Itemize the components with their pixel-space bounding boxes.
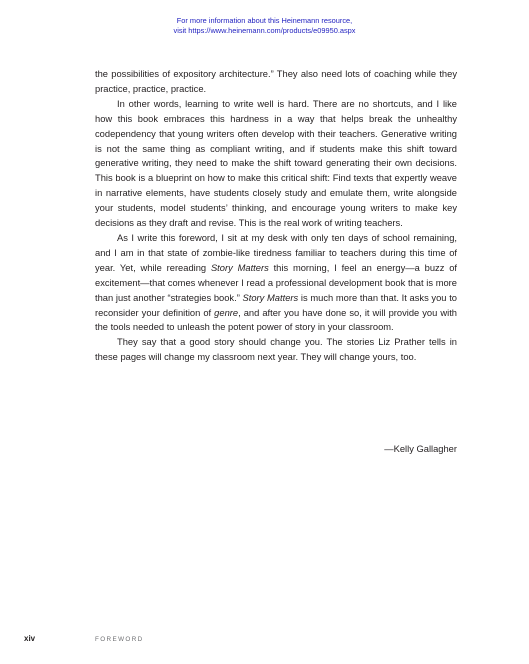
resource-link[interactable]: visit https://www.heinemann.com/products/e09950.aspx xyxy=(173,25,356,35)
foreword-body xyxy=(95,67,457,365)
paragraph-text: As I write this foreword, I sit at my desk with only ten days of school remaining, and I am in that state of zombie-like tiredness familiar to teachers during this time of year. Yet, while rereading xyxy=(95,232,457,273)
resource-notice xyxy=(0,16,529,35)
running-head: FOREWORD xyxy=(95,636,144,643)
body-paragraph xyxy=(95,67,457,97)
body-paragraph xyxy=(95,97,457,231)
body-paragraph xyxy=(95,335,457,365)
body-paragraph xyxy=(95,231,457,335)
paragraph-text: They say that a good story should change you. The stories Liz Prather tells in these pages will change my classroom next year. They will change yours, too. xyxy=(95,337,457,363)
page-footer xyxy=(24,633,505,647)
resource-notice-line-1: For more information about this Heinemann resource, xyxy=(176,16,353,25)
italic-title-text: Story Matters xyxy=(210,262,269,273)
italic-title-text: Story Matters xyxy=(242,292,299,303)
paragraph-text: is much more than that. It asks you to reconsider your definition of xyxy=(95,292,457,318)
paragraph-text: the possibilities of expository architecture.” They also need lots of coaching while they practice, practice, practice. xyxy=(95,69,457,94)
italic-title-text: genre xyxy=(214,307,239,318)
paragraph-text: , and after you have done so, it will provide you with the tools needed to unleash the potent power of story in your classroom. xyxy=(95,307,457,333)
paragraph-text: In other words, learning to write well is hard. There are no shortcuts, and I like how this book embraces this hardness in a way that helps break the unhealthy codependency that young writers often develop with their teachers. Generative writing is not the same thing as compliant writing, and if students make this shift toward generative writing, they need to make the shift toward generating their own decisions. This book is a blueprint on how to make this critical shift: Find texts that expertly weave in narrative elements, have students closely study and emulate them, write alongside your students, model students’ thinking, and encourage young writers to make key decisions as they draft and revise. This is the real work of writing teachers. xyxy=(95,98,457,229)
author-signature: —Kelly Gallagher xyxy=(384,444,457,454)
page-number: xiv xyxy=(24,634,36,643)
paragraph-text: this morning, I feel an energy—a buzz of excitement—that comes whenever I read a professional development book that is more than just another “strategies book.” xyxy=(95,262,457,303)
